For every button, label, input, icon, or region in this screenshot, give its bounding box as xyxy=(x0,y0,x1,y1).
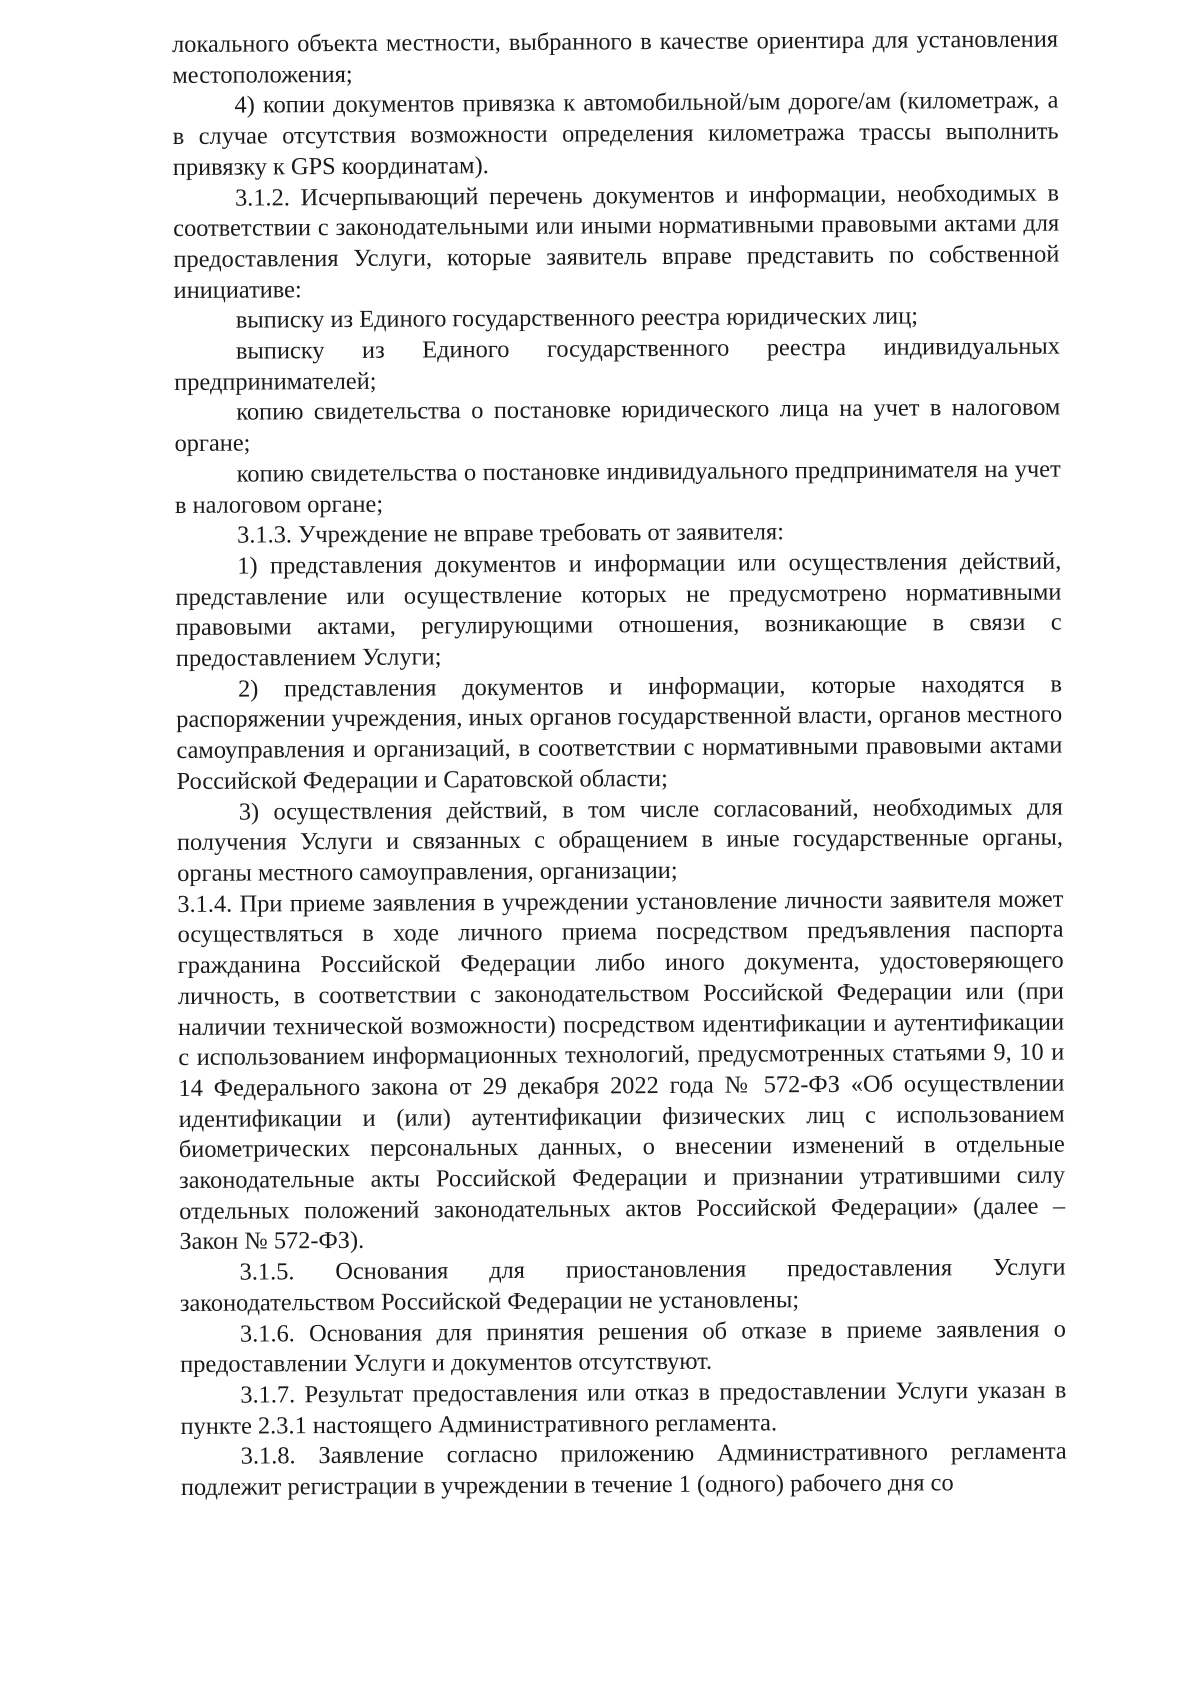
paragraph-entrepreneur-tax-certificate: копию свидетельства о постановке индивидуального предпринимателя на учет в налоговом органе; xyxy=(174,455,1061,519)
paragraph-location-object: локального объекта местности, выбранного в качестве ориентира для установления местоположения; xyxy=(172,25,1059,89)
paragraph-3-1-3-item-2: 2) представления документов и информации, которые находятся в распоряжении учреждения, иных органов государственной власти, органов местного самоуправления и организаций, в соответствии с нормативными правовыми актами Российской Федерации и Саратовской области; xyxy=(176,670,1063,795)
paragraph-3-1-5: 3.1.5. Основания для приостановления предоставления Услуги законодательством Российской Федерации не установлены; xyxy=(179,1253,1066,1317)
paragraph-egrip-extract: выписку из Единого государственного реестра индивидуальных предпринимателей; xyxy=(174,332,1061,396)
paragraph-3-1-3-item-3: 3) осуществления действий, в том числе согласований, необходимых для получения Услуги и связанных с обращением в иные государственные органы, органы местного самоуправления, организации; xyxy=(176,793,1064,887)
paragraph-3-1-3: 3.1.3. Учреждение не вправе требовать от заявителя: xyxy=(237,518,785,549)
paragraph-3-1-8: 3.1.8. Заявление согласно приложению Административного регламента подлежит регистрации в учреждении в течение 1 (одного) рабочего дня со xyxy=(180,1437,1067,1502)
paragraph-3-1-3-item-1: 1) представления документов и информации или осуществления действий, представление или осуществление которых не предусмотрено нормативными правовыми актами, регулирующими отношения, возникающие в связи с предоставлением Услуги; xyxy=(175,547,1062,673)
paragraph-3-1-6: 3.1.6. Основания для принятия решения об отказе в приеме заявления о предоставлении Услуги и документов отсутствуют. xyxy=(180,1315,1067,1379)
paragraph-item-4-road-binding: 4) копии документов привязка к автомобильной/ым дороге/ам (километраж, а в случае отсутствия возможности определения километража трассы выполнить привязку к GPS координатам). xyxy=(172,86,1059,181)
paragraph-egrul-extract: выписку из Единого государственного реестра юридических лиц; xyxy=(235,302,919,334)
document-page xyxy=(172,25,1068,1670)
paragraph-3-1-2: 3.1.2. Исчерпывающий перечень документов и информации, необходимых в соответствии с законодательными или иными нормативными правовыми актами для предоставления Услуги, которые заявитель вправе представить по собственной инициативе: xyxy=(173,179,1060,304)
paragraph-3-1-4: 3.1.4. При приеме заявления в учреждении установление личности заявителя может осуществляться в ходе личного приема посредством предъявления паспорта гражданина Российской Федерации либо иного документа, удостоверяющего личность, в соответствии с законодательством Российской Федерации или (при наличии технической возможности) посредством идентификации и аутентификации с использованием информационных технологий, предусмотренных статьями 9, 10 и 14 Федерального закона от 29 декабря 2022 года № 572-ФЗ «Об осуществлении идентификации и (или) аутентификации физических лиц с использованием биометрических персональных данных, о внесении изменений в отдельные законодательные акты Российской Федерации и признании утратившими силу отдельных положений законодательных актов Российской Федерации» (далее – Закон № 572-ФЗ). xyxy=(177,885,1066,1256)
paragraph-3-1-7: 3.1.7. Результат предоставления или отказ в предоставлении Услуги указан в пункте 2.3.1 настоящего Административного регламента. xyxy=(180,1376,1067,1440)
paragraph-legal-entity-tax-certificate: копию свидетельства о постановке юридического лица на учет в налоговом органе; xyxy=(174,394,1061,458)
